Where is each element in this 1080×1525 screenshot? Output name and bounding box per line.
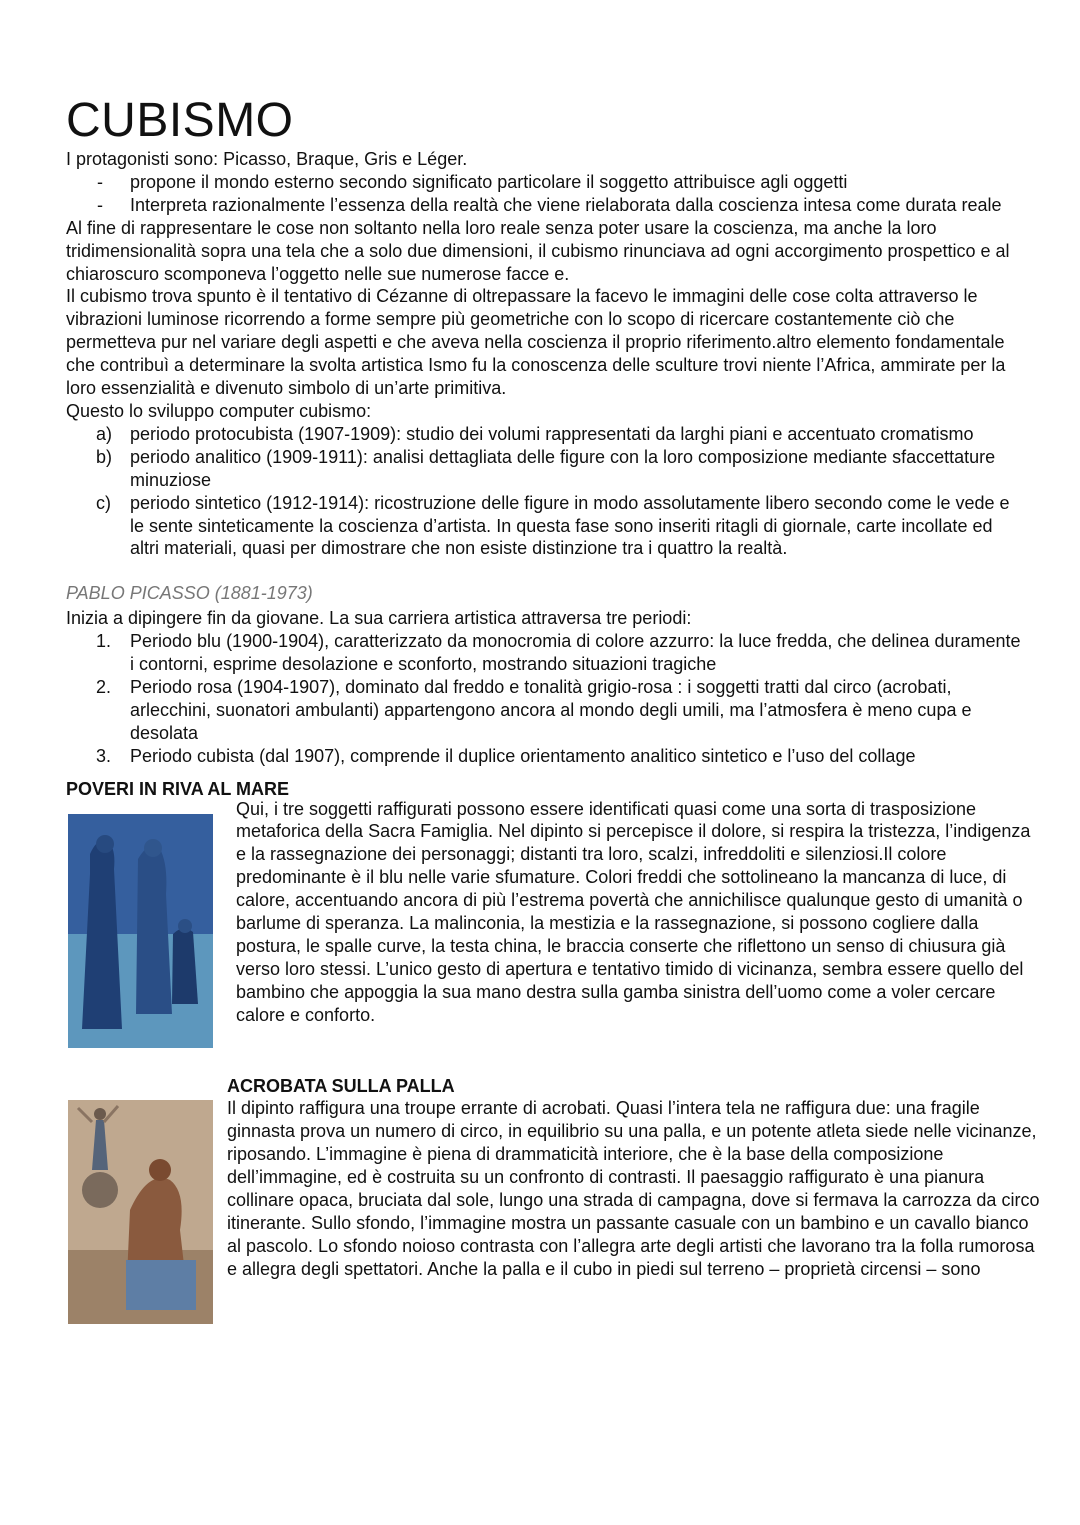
- list-item-text: periodo analitico (1909-1911): analisi dettagliata delle figure con la loro composizione mediante sfaccettature minuziose: [130, 446, 996, 490]
- intro-text: I protagonisti sono: Picasso, Braque, Gris e Léger.: [66, 149, 468, 169]
- picasso-intro: Inizia a dipingere fin da giovane. La sua carriera artistica attraversa tre periodi:: [66, 608, 692, 629]
- list-marker: a): [96, 423, 113, 444]
- poveri-painting-figures: [68, 814, 213, 1048]
- page-title: CUBISMO: [66, 94, 294, 147]
- list-item-text: Periodo blu (1900-1904), caratterizzato da monocromia di colore azzurro: la luce fredda, che delinea duramente i contorni, esprime desolazione e sconforto, mostrando situazioni tragiche: [130, 631, 1021, 675]
- dash-list: [66, 171, 1026, 217]
- picasso-periods-list: [66, 630, 1026, 767]
- list-item: [66, 676, 1026, 745]
- list-item: [66, 423, 1026, 446]
- body-text: [66, 148, 1040, 1338]
- picasso-heading: PABLO PICASSO (1881-1973): [66, 583, 313, 604]
- list-item: - propone il mondo esterno secondo significato particolare il soggetto attribuisce agli oggetti: [66, 171, 1026, 194]
- acrobata-heading: ACROBATA SULLA PALLA: [227, 1075, 455, 1096]
- poveri-painting-image: [68, 814, 213, 1048]
- list-item: [66, 630, 1026, 676]
- list-item: - Interpreta razionalmente l’essenza della realtà che viene rielaborata dalla coscienza intesa come durata reale: [66, 194, 1026, 217]
- list-item: [66, 745, 1026, 768]
- document-page: [66, 94, 1040, 1338]
- paragraph: Il cubismo trova spunto è il tentativo di Cézanne di oltrepassare la facevo le immagini delle cose colta attraverso le vibrazioni luminose ricorrendo a forme sempre più geometriche con lo scopo di ricercare costantemente ciò che permetteva pur nel variare degli aspetti e che aveva nella coscienza il proprio riferimento.altro elemento fondamentale che contribuì a determinare la svolta artistica Ismo fu la conoscenza delle sculture trovi niente l’Africa, ammirate per la loro essenzialità e divenuto simbolo di un’arte primitiva.: [66, 286, 1006, 399]
- list-marker: c): [96, 492, 111, 513]
- acrobata-painting-image: [68, 1100, 213, 1324]
- artworks-section: [66, 778, 1040, 1338]
- list-item-text: Periodo rosa (1904-1907), dominato dal freddo e tonalità grigio-rosa : i soggetti tratti dal circo (acrobati, arlecchini, suonatori ambulanti) appartengono ancora al mondo degli umili, ma l’atmosfera è meno cupa e desolata: [130, 676, 972, 743]
- list-item-text: periodo sintetico (1912-1914): ricostruzione delle figure in modo assolutamente libero secondo come le vede e le sente sinteticamente la coscienza d’artista. In questa fase sono inseriti ritagli di giornale, carte incollate ed altri materiali, quasi per dimostrare che non esiste distinzione tra i quattro la realtà.: [130, 492, 1010, 559]
- paragraph: Questo lo sviluppo computer cubismo:: [66, 400, 372, 421]
- periods-list: [66, 423, 1026, 560]
- list-item: [66, 492, 1026, 561]
- list-item: [66, 446, 1026, 492]
- list-item-text: Periodo cubista (dal 1907), comprende il duplice orientamento analitico sintetico e l’uso del collage: [130, 745, 916, 766]
- poveri-description: Qui, i tre soggetti raffigurati possono essere identificati quasi come una sorta di trasposizione metaforica della Sacra Famiglia. Nel dipinto si percepisce il dolore, si respira la tristezza, l’indigenza e la rassegnazione dei personaggi; distanti tra loro, scalzi, infreddoliti e silenziosi.Il colore predominante è il blu nelle varie sfumature. Colori freddi che sottolineano la mancanza di luce, di calore, accentuando ancora di più l’estrema povertà che annichilisce qualunque gesto di umanità o barlume di speranza. La malinconia, la mestizia e la rassegnazione, si possono cogliere dalla postura, le spalle curve, la testa china, le braccia conserte che riflettono un senso di chiusura già verso loro stessi. L’unico gesto di apertura e tentativo timido di vicinanza, sembra essere quello del bambino che appoggia la sua mano destra sulla gamba sinistra dell’uomo come a voler cercare calore e conforto.: [236, 798, 1031, 1025]
- poveri-heading: POVERI IN RIVA AL MARE: [66, 778, 290, 799]
- list-marker: 1.: [96, 631, 112, 652]
- paragraph: Al fine di rappresentare le cose non soltanto nella loro reale senza poter usare la coscienza, ma anche la loro tridimensionalità sopra una tela che a solo due dimensioni, il cubismo rinunciava ad ogni accorgimento prospettico e al chiaroscuro scomponeva l’oggetto nelle sue numerose facce e.: [66, 217, 1010, 284]
- list-marker: 2.: [96, 676, 112, 697]
- acrobata-painting-figures: [68, 1100, 213, 1324]
- list-marker: 3.: [96, 745, 112, 766]
- acrobata-description: Il dipinto raffigura una troupe errante di acrobati. Quasi l’intera tela ne raffigura due: una fragile ginnasta prova un numero di circo, in equilibrio su una palla, e un potente atleta siede nelle vicinanze, riposando. L’immagine è piena di drammaticità interiore, che è la base della composizione dell’immagine, ed è costruita su un confronto di contrasti. Il paesaggio raffigurato è una pianura collinare opaca, bruciata dal sole, lungo una strada di campagna, dove si fermava la carrozza da circo itinerante. Sullo sfondo, l’immagine mostra un passante casuale con un bambino e un cavallo bianco al pascolo. Lo sfondo noioso contrasta con l’allegra arte degli artisti che lavorano tra la folla rumorosa e allegra degli spettatori. Anche la palla e il cubo in piedi sul terreno – proprietà circensi – sono: [227, 1098, 1040, 1279]
- acrobata-block: [227, 1075, 1047, 1281]
- list-marker: b): [96, 446, 113, 467]
- list-item-text: periodo protocubista (1907-1909): studio dei volumi rappresentati da larghi piani e accentuato cromatismo: [130, 423, 974, 444]
